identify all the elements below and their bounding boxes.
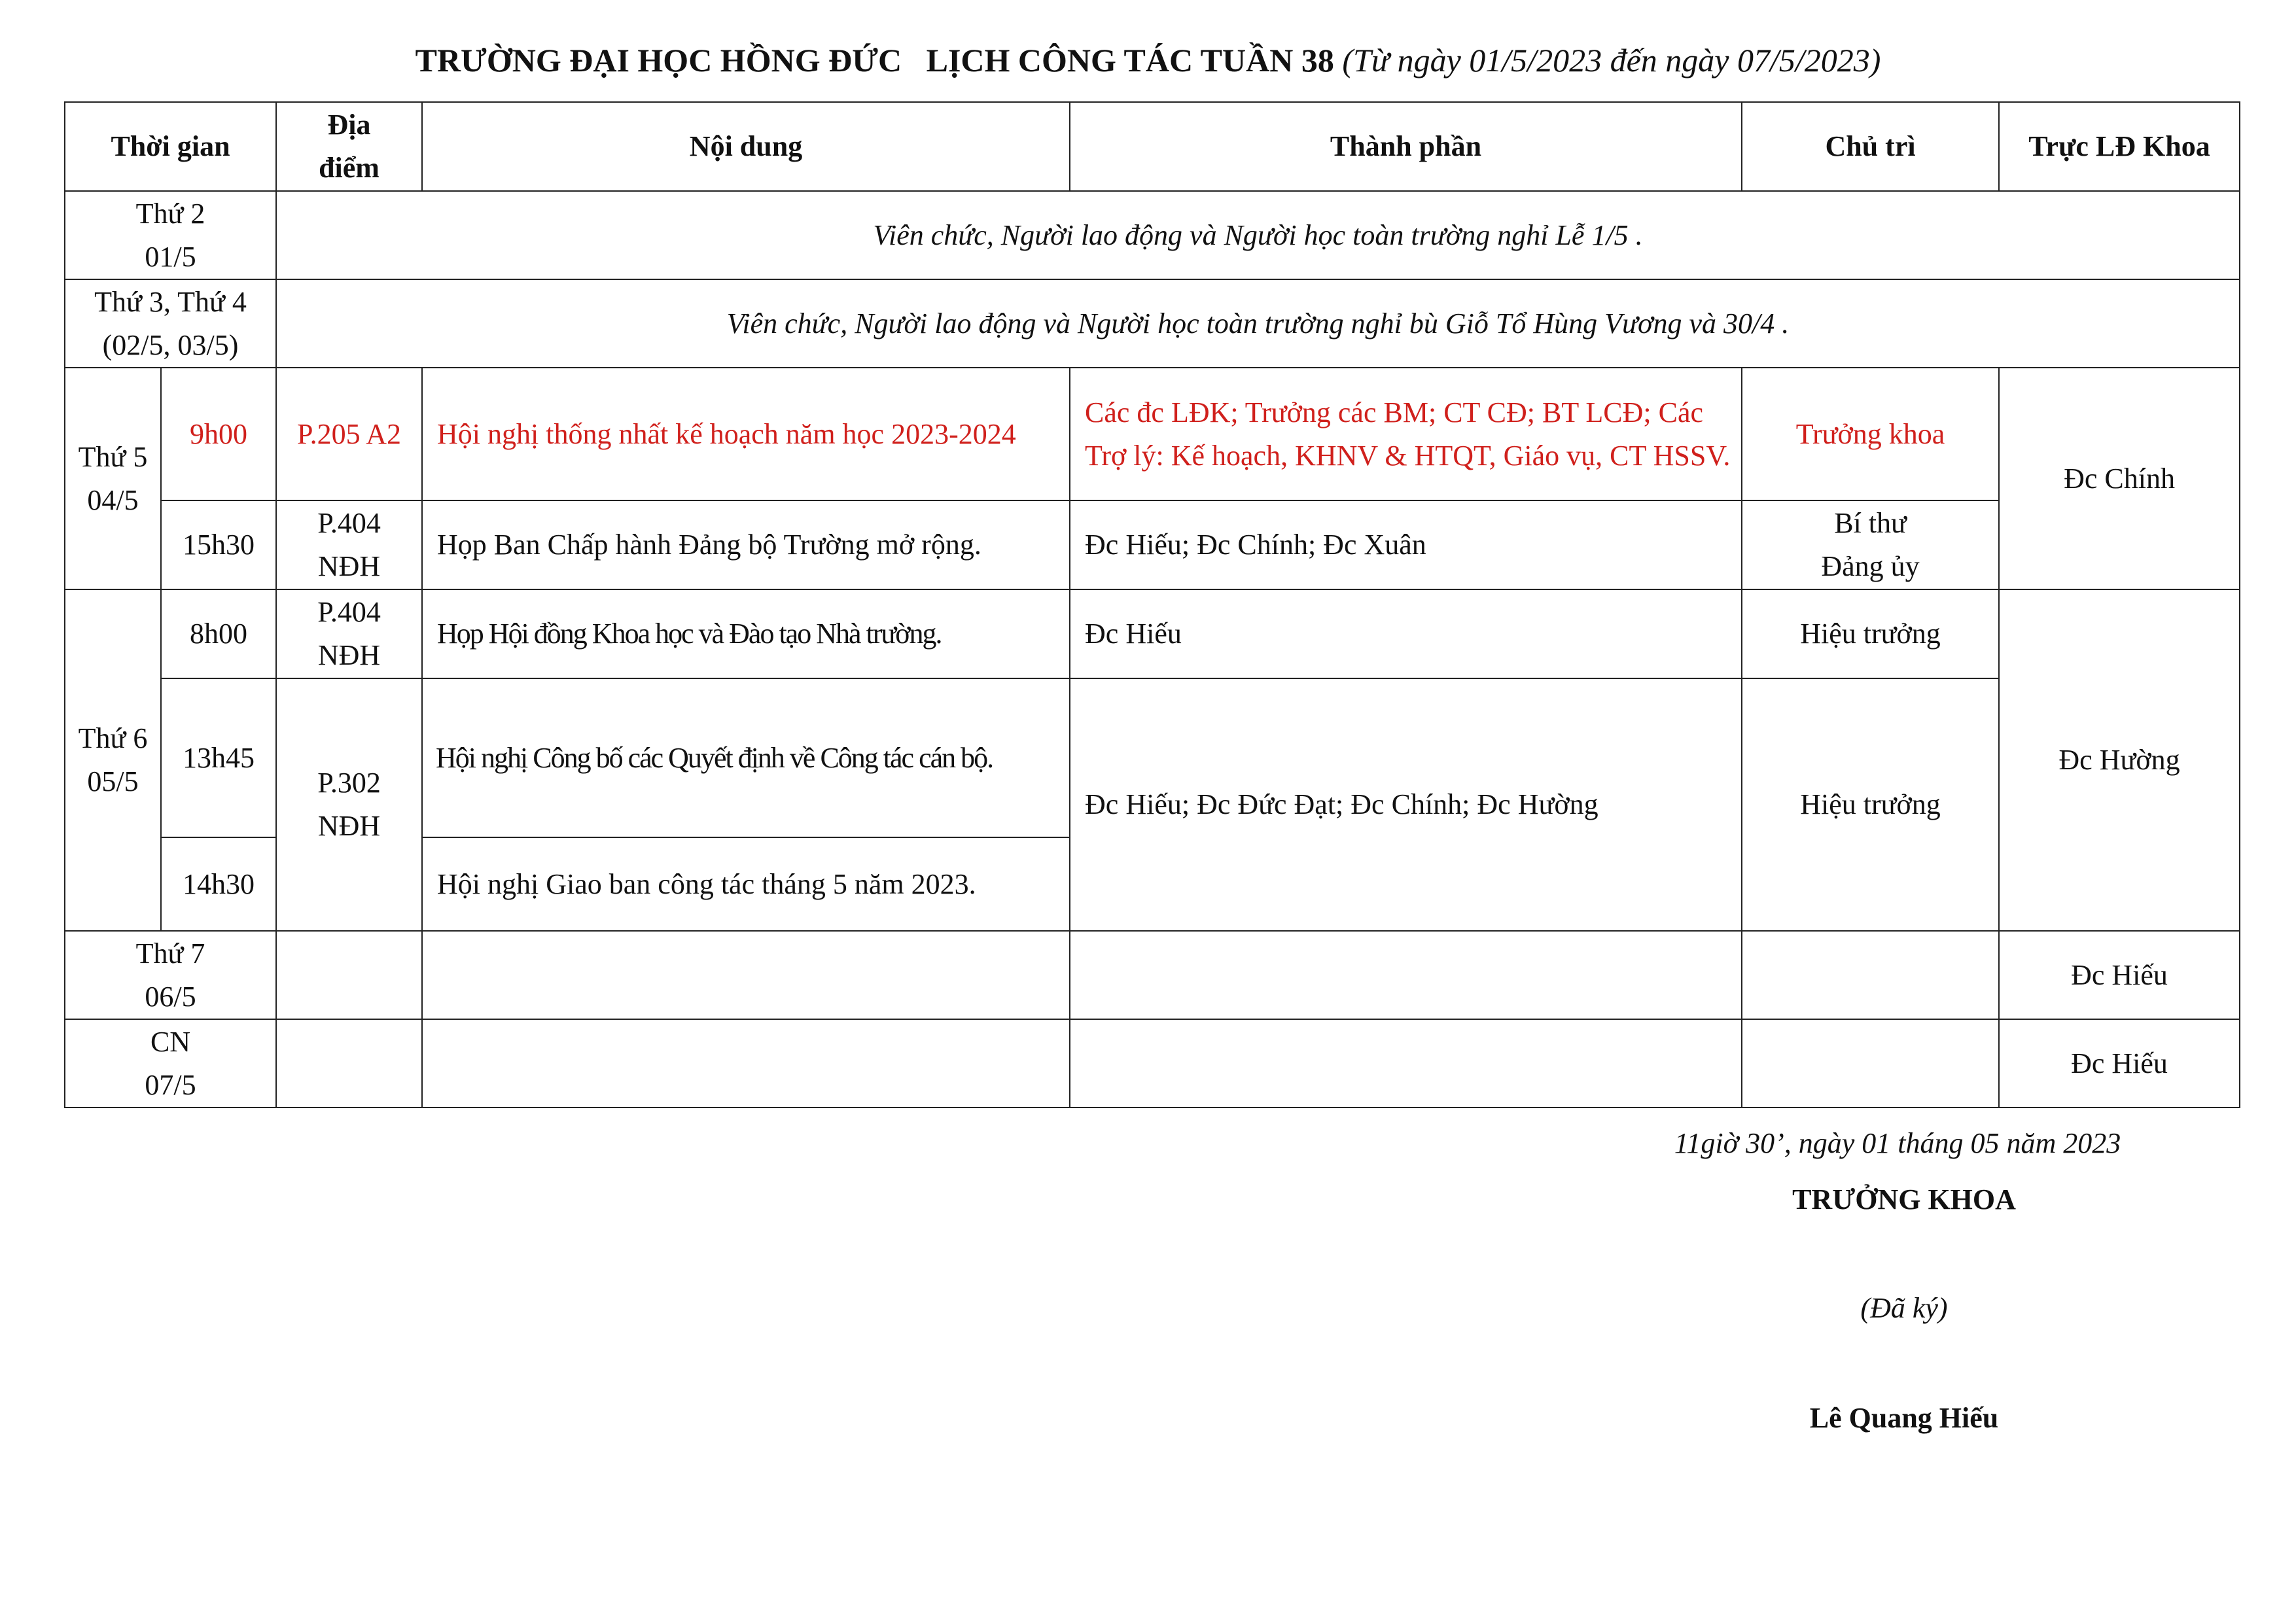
event-place: P.205 A2 <box>276 368 422 500</box>
event-time: 15h30 <box>161 500 276 589</box>
empty-cell <box>422 931 1070 1019</box>
empty-cell <box>422 1019 1070 1108</box>
duty-officer: Đc Chính <box>1999 368 2240 589</box>
event-content: Họp Ban Chấp hành Đảng bộ Trường mở rộng. <box>422 500 1070 589</box>
empty-cell <box>1742 931 1999 1019</box>
empty-cell <box>1070 1019 1742 1108</box>
empty-cell <box>276 1019 422 1108</box>
table-row <box>65 589 2240 678</box>
duty-officer: Đc Hường <box>1999 589 2240 931</box>
event-place: P.404 NĐH <box>276 500 422 589</box>
event-chair: Bí thư Đảng ủy <box>1742 500 1999 589</box>
day-cell: Thứ 3, Thứ 4 (02/5, 03/5) <box>65 279 276 368</box>
event-participants: Đc Hiếu; Đc Đức Đạt; Đc Chính; Đc Hường <box>1070 678 1742 931</box>
day-cell: Thứ 7 06/5 <box>65 931 276 1019</box>
event-time: 14h30 <box>161 837 276 931</box>
duty-officer: Đc Hiếu <box>1999 931 2240 1019</box>
event-content: Hội nghị Giao ban công tác tháng 5 năm 2023. <box>422 837 1070 931</box>
col-participants: Thành phần <box>1070 102 1742 191</box>
empty-cell <box>1742 1019 1999 1108</box>
event-time: 8h00 <box>161 589 276 678</box>
event-chair: Hiệu trưởng <box>1742 589 1999 678</box>
event-chair: Trưởng khoa <box>1742 368 1999 500</box>
empty-cell <box>276 931 422 1019</box>
holiday-notice: Viên chức, Người lao động và Người học toàn trường nghỉ bù Giỗ Tổ Hùng Vương và 30/4 . <box>276 279 2240 368</box>
day-cell: Thứ 6 05/5 <box>65 589 161 931</box>
event-place: P.302 NĐH <box>276 678 422 931</box>
event-content: Hội nghị thống nhất kế hoạch năm học 2023-2024 <box>422 368 1070 500</box>
col-time: Thời gian <box>65 102 276 191</box>
event-chair: Hiệu trưởng <box>1742 678 1999 931</box>
signer-role: TRƯỞNG KHOA <box>1792 1183 2016 1215</box>
event-content: Hội nghị Công bố các Quyết định về Công tác cán bộ. <box>422 678 1070 837</box>
event-time: 13h45 <box>161 678 276 837</box>
event-place: P.404 NĐH <box>276 589 422 678</box>
day-cell: Thứ 5 04/5 <box>65 368 161 589</box>
table-row <box>65 1019 2240 1108</box>
col-chair: Chủ trì <box>1742 102 1999 191</box>
signing-date: 11giờ 30’, ngày 01 tháng 05 năm 2023 <box>1674 1127 2121 1159</box>
event-participants: Đc Hiếu <box>1070 589 1742 678</box>
table-row <box>65 368 2240 500</box>
day-cell: Thứ 2 01/5 <box>65 191 276 279</box>
day-cell: CN 07/5 <box>65 1019 276 1108</box>
date-range: (Từ ngày 01/5/2023 đến ngày 07/5/2023) <box>1342 42 1881 79</box>
schedule-table <box>64 101 2240 1108</box>
schedule-title: LỊCH CÔNG TÁC TUẦN 38 <box>926 42 1334 79</box>
table-row <box>65 678 2240 837</box>
signer-name: Lê Quang Hiếu <box>1809 1402 1999 1434</box>
col-duty: Trực LĐ Khoa <box>1999 102 2240 191</box>
event-participants: Các đc LĐK; Trưởng các BM; CT CĐ; BT LCĐ; Các Trợ lý: Kế hoạch, KHNV & HTQT, Giáo vụ, CT HSSV. <box>1070 368 1742 500</box>
table-row <box>65 931 2240 1019</box>
event-participants: Đc Hiếu; Đc Chính; Đc Xuân <box>1070 500 1742 589</box>
holiday-notice: Viên chức, Người lao động và Người học toàn trường nghỉ Lễ 1/5 . <box>276 191 2240 279</box>
document-title <box>0 41 2296 80</box>
col-content: Nội dung <box>422 102 1070 191</box>
duty-officer: Đc Hiếu <box>1999 1019 2240 1108</box>
table-row <box>65 500 2240 589</box>
school-name: TRƯỜNG ĐẠI HỌC HỒNG ĐỨC <box>415 42 902 79</box>
empty-cell <box>1070 931 1742 1019</box>
event-content: Họp Hội đồng Khoa học và Đào tạo Nhà trường. <box>422 589 1070 678</box>
col-place: Địa điểm <box>276 102 422 191</box>
table-row <box>65 279 2240 368</box>
header-row <box>65 102 2240 191</box>
table-row <box>65 191 2240 279</box>
signed-note: (Đã ký) <box>1860 1292 1948 1324</box>
event-time: 9h00 <box>161 368 276 500</box>
